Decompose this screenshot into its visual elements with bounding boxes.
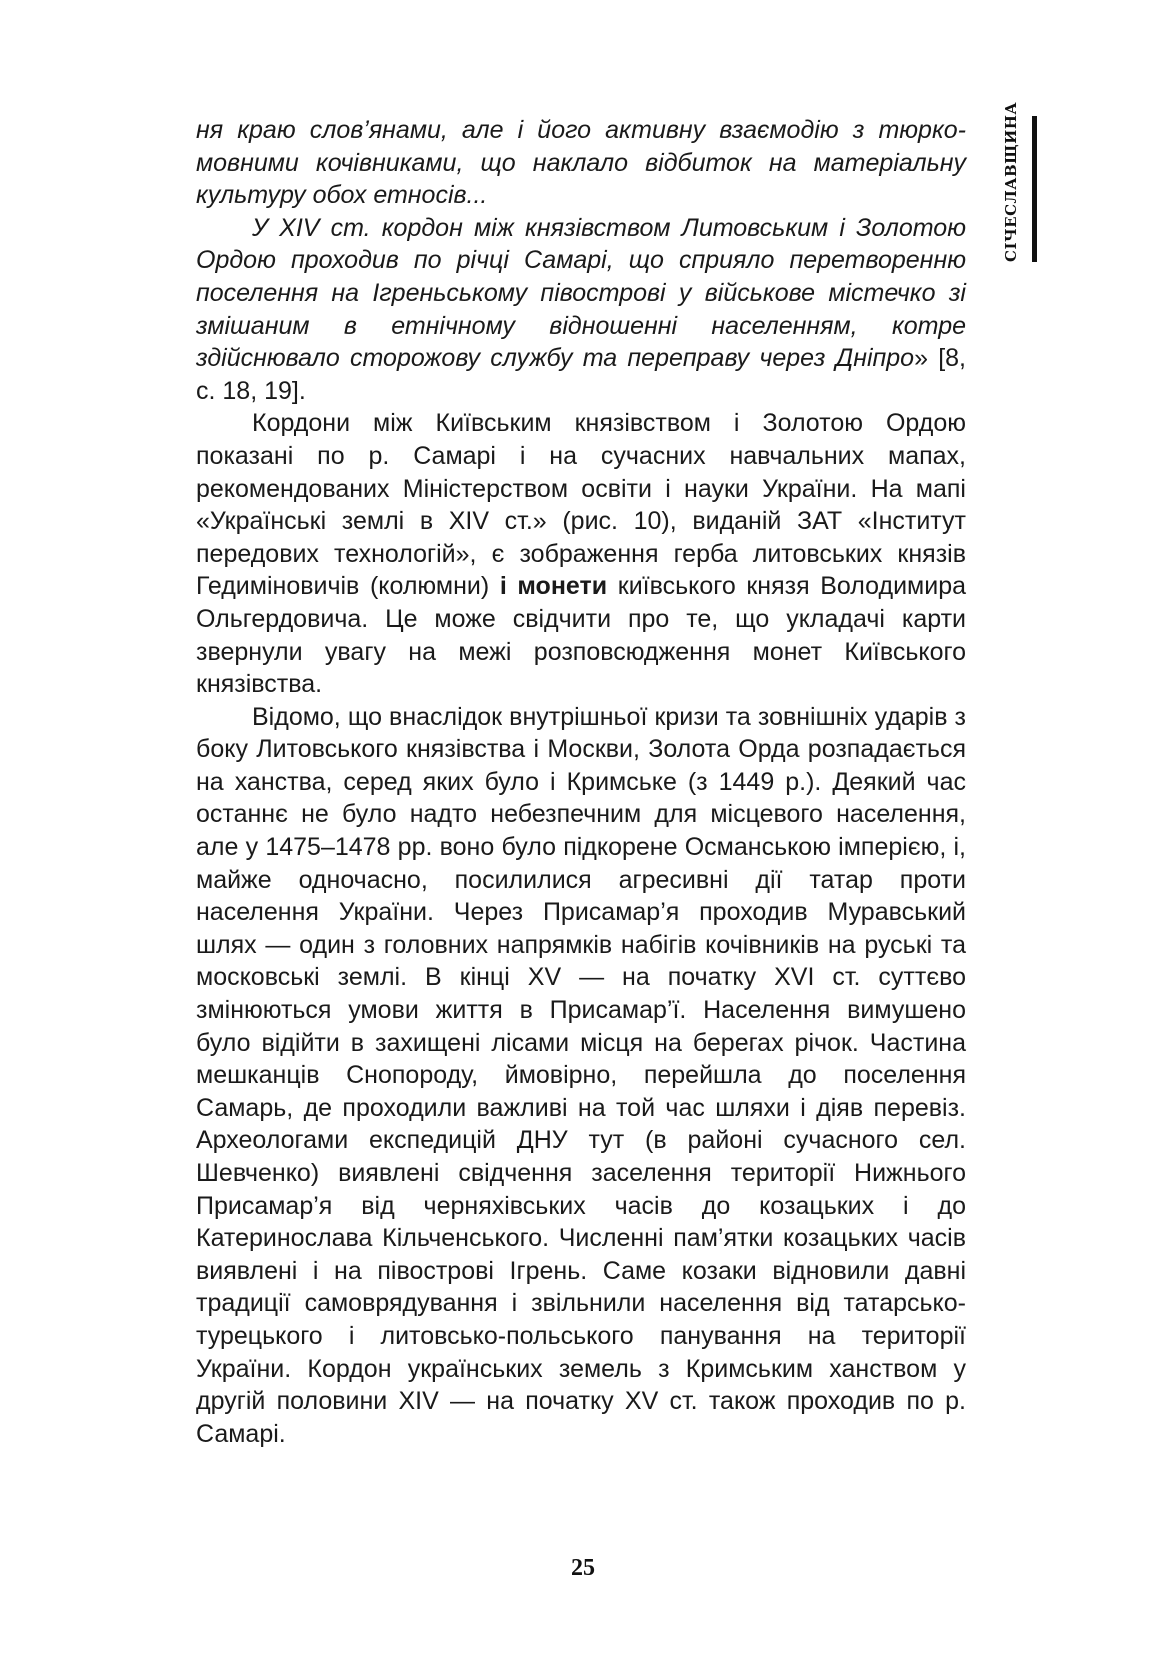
paragraph-maps [196, 407, 966, 700]
section-logo [1000, 101, 1044, 264]
page-number: 25 [571, 1555, 595, 1581]
body-text [196, 114, 966, 1450]
bold-phrase: і монети [499, 572, 608, 601]
paragraph-quote-border [196, 212, 966, 408]
paragraph-text: Відомо, що внаслідок внутрішньої кризи та зовнішніх ударів з боку Литовського князівства і Москви, Золота Орда розпадається на ханства, серед яких було і Кримське (з 1449 р.). Деякий час останнє не було надто небезпечним для місцевого населення, але у 1475–1478 рр. воно було підкорене Османською імперією, і, майже одночасно, посилилися агресивні дії татар проти населення України. Через Присамар’я проходив Муравський шлях — один з головних напрямків набігів кочівників на руські та московські землі. В кінці XV — на початку XVI ст. суттєво змінюються умови життя в Присамар’ї. Населення вимушено було відійти в захищені лісами місця на берегах річок. Частина мешканців Снопороду, ймовірно, перейшла до поселення Самарь, де проходили важливі на той час шляхи і діяв перевіз. Археологами експедицій ДНУ тут (в районі сучасного сел. Шевченко) виявлені свідчення заселення території Нижнього Присамар’я від черняхівських часів до козацьких і до Катеринослава Кільченського. Численні пам’ятки козацьких часів виявлені і на півострові Ігрень. Саме козаки відновили давні традиції самоврядування і звільнили населення від татарсько-турецького і литовсько-польського панування на території України. Кордон українських земель з Кримським ханством у другій половини XIV — на початку XV ст. також проходив по р. Самарі. [196, 702, 966, 1448]
section-logo-bar [1032, 116, 1037, 262]
quote-text: У XIV ст. кордон між князівством Литовським і Золотою Ордою проходив по річці Самарі, що сприяло перетворенню поселення на Ігреньському півострові у військове містечко зі змішаним в етнічному відношенні населенням, котре здійснювало сторожову службу та переправу через Дніпро [196, 213, 966, 373]
paragraph-text: Кордони між Київським князівством і Золотою Ордою показані по р. Самарі і на сучасних навчальних мапах, рекомендованих Міністерством освіти і науки України. На мапі «Українські землі в XIV ст.» (рис. 10), виданій ЗАТ «Інститут передових технологій», є зображення герба литовських князів Гедиміновичів (колюмни) [196, 409, 966, 601]
paragraph-quote-continuation [196, 114, 966, 212]
section-logo-text: СІЧЕСЛАВЩИНА [1002, 101, 1020, 262]
paragraph-golden-horde [196, 701, 966, 1451]
citation-reference: » [8, с. 18, 19]. [196, 344, 966, 405]
quote-text: ня краю слов’янами, але і його активну взаємодію з тюрко-мовними кочівниками, що наклало відбиток на матеріальну культуру обох етносів... [196, 116, 966, 210]
paragraph-text: київського князя Володимира Ольгердовича. Це може свідчити про те, що укладачі карти звернули увагу на межі розповсюдження монет Київського князівства. [196, 572, 967, 699]
